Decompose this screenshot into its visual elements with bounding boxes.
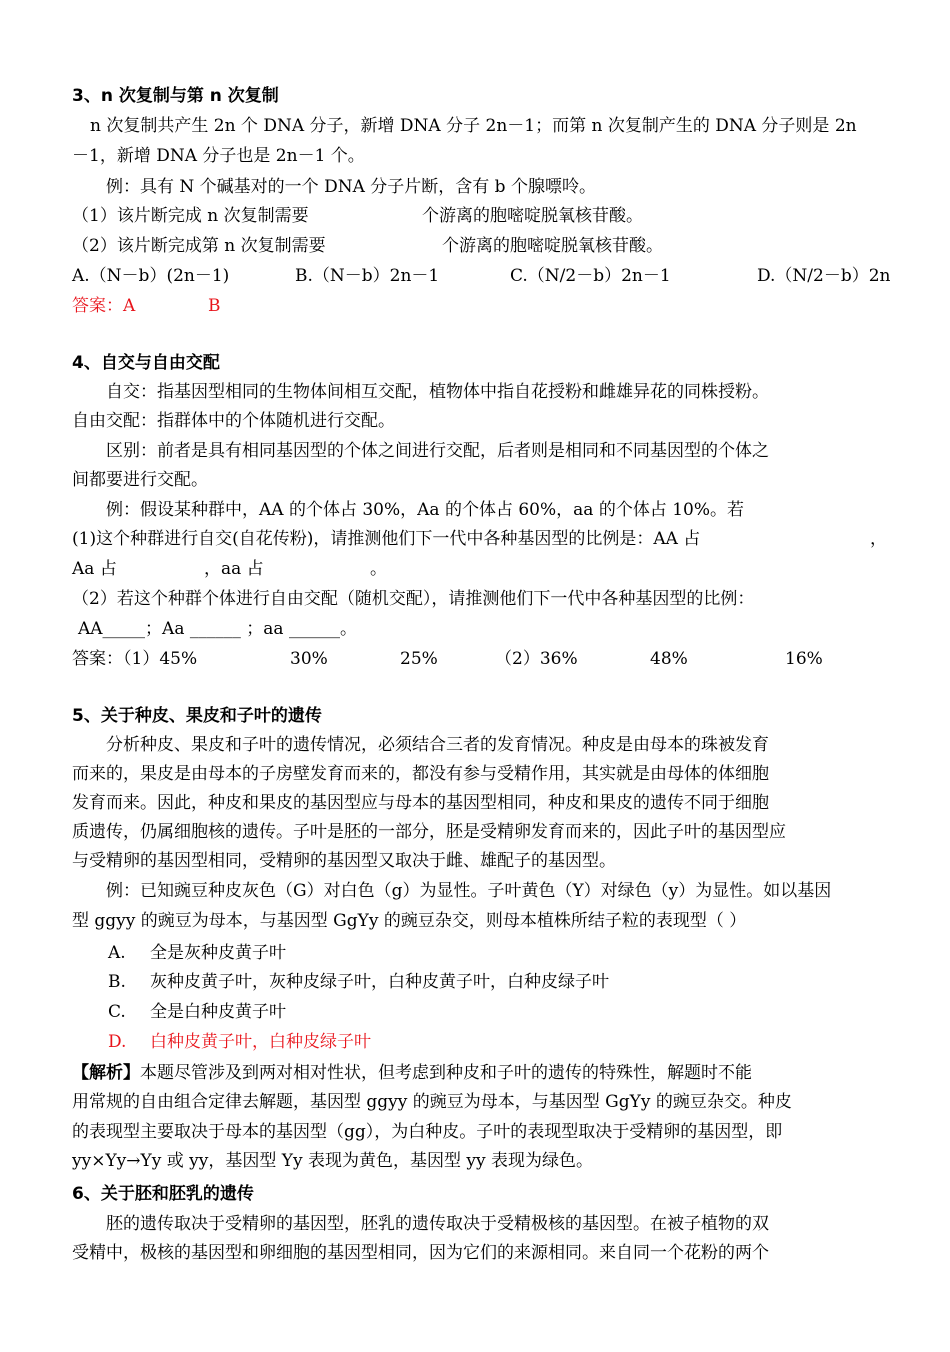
section-4-question-2-blanks: AA_____；Aa ______ ；aa ______。 bbox=[78, 619, 357, 639]
option-b: B.（N－b）2n－1 bbox=[295, 266, 440, 286]
section-5-option-c-key: C. bbox=[108, 1002, 126, 1022]
section-3-paragraph-line2: －1，新增 DNA 分子也是 2n－1 个。 bbox=[72, 146, 365, 166]
section-4-question-2: （2）若这个种群个体进行自由交配（随机交配），请推测他们下一代中各种基因型的比例： bbox=[72, 589, 755, 609]
section-3-heading: 3、n 次复制与第 n 次复制 bbox=[72, 86, 279, 106]
section-5-example-line2: 型 ggyy 的豌豆为母本，与基因型 GgYy 的豌豆杂交，则母本植株所结子粒的表现型（ ） bbox=[72, 911, 747, 931]
option-d: D.（N/2－b）2n bbox=[757, 266, 891, 286]
section-5-analysis-line4: yy×Yy→Yy 或 yy，基因型 Yy 表现为黄色，基因型 yy 表现为绿色。 bbox=[72, 1151, 594, 1171]
section-3-answer-1: 答案：A bbox=[72, 296, 136, 316]
option-a: A.（N－b）(2n－1) bbox=[72, 266, 230, 286]
section-5-option-d-text: 白种皮黄子叶，白种皮绿子叶 bbox=[150, 1032, 371, 1052]
section-3-question-2 bbox=[72, 235, 663, 257]
section-4-answer-6: 16% bbox=[785, 649, 823, 669]
section-4-difference-line1: 区别：前者是具有相同基因型的个体之间进行交配，后者则是相同和不同基因型的个体之 bbox=[106, 441, 769, 461]
section-3-paragraph-line1: n 次复制共产生 2n 个 DNA 分子，新增 DNA 分子 2n－1；而第 n 次复制产生的 DNA 分子则是 2n bbox=[90, 116, 857, 136]
section-4-answer-1: 答案：（1）45% bbox=[72, 649, 198, 669]
section-5-option-a-key: A. bbox=[108, 943, 126, 963]
section-5-paragraph-line3: 发育而来。因此，种皮和果皮的基因型应与母本的基因型相同，种皮和果皮的遗传不同于细胞 bbox=[72, 793, 769, 813]
section-6-paragraph-line1: 胚的遗传取决于受精卵的基因型，胚乳的遗传取决于受精极核的基因型。在被子植物的双 bbox=[106, 1214, 769, 1234]
question-2-text: （2）该片断完成第 n 次复制需要 bbox=[72, 236, 326, 256]
section-6-paragraph-line2: 受精中，极核的基因型和卵细胞的基因型相同，因为它们的来源相同。来自同一个花粉的两个 bbox=[72, 1243, 769, 1263]
section-3-question-1 bbox=[72, 205, 643, 227]
analysis-text: 本题尽管涉及到两对相对性状，但考虑到种皮和子叶的遗传的特殊性，解题时不能 bbox=[140, 1063, 752, 1083]
section-4-answer-5: 48% bbox=[650, 649, 688, 669]
section-5-option-b-key: B. bbox=[108, 972, 126, 992]
section-5-paragraph-line2: 而来的，果皮是由母本的子房壁发育而来的，都没有参与受精作用，其实就是由母体的体细胞 bbox=[72, 764, 769, 784]
option-c: C.（N/2－b）2n－1 bbox=[510, 266, 671, 286]
section-5-heading: 5、关于种皮、果皮和子叶的遗传 bbox=[72, 706, 322, 726]
section-4-period: 。 bbox=[370, 559, 387, 579]
section-5-example-line1: 例：已知豌豆种皮灰色（G）对白色（g）为显性。子叶黄色（Y）对绿色（y）为显性。如以基因 bbox=[106, 881, 832, 901]
section-4-free-definition: 自由交配：指群体中的个体随机进行交配。 bbox=[72, 411, 395, 431]
section-3-example: 例：具有 N 个碱基对的一个 DNA 分子片断，含有 b 个腺嘌呤。 bbox=[106, 177, 596, 197]
section-5-option-c-text: 全是白种皮黄子叶 bbox=[150, 1002, 286, 1022]
section-4-heading: 4、自交与自由交配 bbox=[72, 353, 220, 373]
section-4-answer-2: 30% bbox=[290, 649, 328, 669]
section-4-self-definition: 自交：指基因型相同的生物体间相互交配，植物体中指自花授粉和雌雄异花的同株授粉。 bbox=[106, 382, 769, 402]
section-4-question-1: (1)这个种群进行自交(自花传粉)，请推测他们下一代中各种基因型的比例是：AA 占 bbox=[72, 529, 701, 549]
section-4-aa-blank: Aa 占 bbox=[72, 559, 117, 579]
section-5-paragraph-line1: 分析种皮、果皮和子叶的遗传情况，必须结合三者的发育情况。种皮是由母本的珠被发育 bbox=[106, 735, 769, 755]
section-5-option-d-key: D. bbox=[108, 1032, 127, 1052]
section-4-example: 例：假设某种群中，AA 的个体占 30%，Aa 的个体占 60%，aa 的个体占 10%。若 bbox=[106, 500, 745, 520]
section-5-analysis-line1 bbox=[72, 1062, 752, 1084]
question-2-tail: 个游离的胞嘧啶脱氧核苷酸。 bbox=[442, 236, 663, 256]
section-4-aa-lower-blank: ，aa 占 bbox=[204, 559, 264, 579]
question-1-tail: 个游离的胞嘧啶脱氧核苷酸。 bbox=[422, 206, 643, 226]
section-3-answer-2: B bbox=[208, 296, 221, 316]
section-4-difference-line2: 间都要进行交配。 bbox=[72, 470, 208, 490]
section-5-analysis-line3: 的表现型主要取决于母本的基因型（gg），为白种皮。子叶的表现型取决于受精卵的基因型，即 bbox=[72, 1122, 783, 1142]
section-4-question-1-comma: ， bbox=[870, 529, 887, 549]
question-1-text: （1）该片断完成 n 次复制需要 bbox=[72, 206, 309, 226]
section-4-answer-3: 25% bbox=[400, 649, 438, 669]
section-5-option-b-text: 灰种皮黄子叶，灰种皮绿子叶，白种皮黄子叶，白种皮绿子叶 bbox=[150, 972, 609, 992]
section-5-analysis-line2: 用常规的自由组合定律去解题，基因型 ggyy 的豌豆为母本，与基因型 GgYy 的豌豆杂交。种皮 bbox=[72, 1092, 792, 1112]
section-5-option-a-text: 全是灰种皮黄子叶 bbox=[150, 943, 286, 963]
analysis-label: 【解析】 bbox=[72, 1063, 140, 1083]
section-6-heading: 6、关于胚和胚乳的遗传 bbox=[72, 1184, 254, 1204]
section-4-answer-4: （2）36% bbox=[495, 649, 578, 669]
section-5-paragraph-line4: 质遗传，仍属细胞核的遗传。子叶是胚的一部分，胚是受精卵发育而来的，因此子叶的基因型应 bbox=[72, 822, 786, 842]
section-5-paragraph-line5: 与受精卵的基因型相同，受精卵的基因型又取决于雌、雄配子的基因型。 bbox=[72, 851, 616, 871]
